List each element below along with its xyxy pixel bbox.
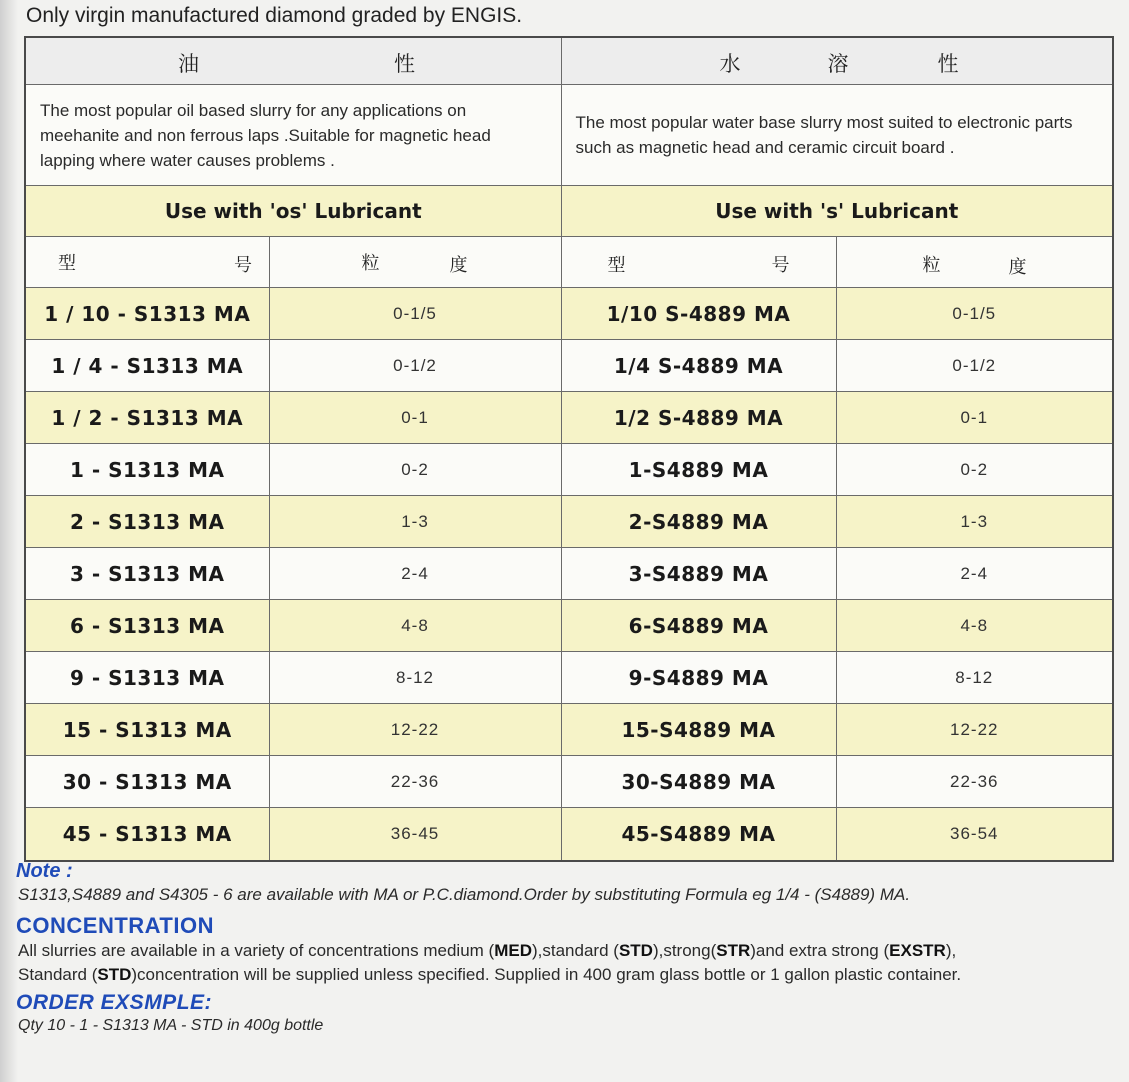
oil-header-char-2: 性 [394,52,415,76]
water-header-char-2: 溶 [827,52,849,76]
water-model-cell: 30-S4889 MA [561,756,836,808]
table-row [25,392,1113,444]
water-grit-cell: 22-36 [836,756,1113,808]
water-model-char-1: 型 [607,255,626,276]
table-row [25,808,1113,861]
oil-header-char-1: 油 [178,52,199,76]
oil-grit-cell: 0-2 [269,444,561,496]
oil-model-cell: 1 / 4 - S1313 MA [25,340,269,392]
table-row [25,444,1113,496]
table-row [25,548,1113,600]
oil-grit-char-2: 度 [449,255,468,276]
oil-model-column-header [25,237,269,288]
water-grit-char-2: 度 [1008,257,1027,278]
concentration-title: CONCENTRATION [16,913,214,938]
water-model-cell: 45-S4889 MA [561,808,836,861]
oil-grit-cell: 0-1/5 [269,288,561,340]
oil-grit-cell: 22-36 [269,756,561,808]
oil-grit-cell: 0-1 [269,392,561,444]
oil-grit-cell: 12-22 [269,704,561,756]
table-row [25,288,1113,340]
oil-grit-char-1: 粒 [361,253,380,274]
oil-model-cell: 6 - S1313 MA [25,600,269,652]
water-grit-column-header [836,237,1113,288]
water-model-cell: 3-S4889 MA [561,548,836,600]
water-grit-cell: 36-54 [836,808,1113,861]
water-model-cell: 15-S4889 MA [561,704,836,756]
oil-grit-cell: 36-45 [269,808,561,861]
water-grit-cell: 0-1/5 [836,288,1113,340]
water-header [561,37,1113,85]
slurry-table [24,36,1114,862]
intro-text: Only virgin manufactured diamond graded by ENGIS. [26,4,523,27]
oil-grit-cell: 8-12 [269,652,561,704]
water-header-char-1: 水 [719,52,741,76]
water-lubricant-label: Use with 's' Lubricant [561,186,1113,237]
table-row [25,340,1113,392]
water-grit-cell: 12-22 [836,704,1113,756]
water-model-cell: 9-S4889 MA [561,652,836,704]
concentration-line-2: Standard (STD)concentration will be supplied unless specified. Supplied in 400 gram glass bottle or 1 gallon plastic container. [18,965,962,984]
water-grit-cell: 2-4 [836,548,1113,600]
oil-lubricant-label: Use with 'os' Lubricant [25,186,561,237]
oil-model-cell: 2 - S1313 MA [25,496,269,548]
water-grit-char-1: 粒 [922,255,941,276]
water-grit-cell: 0-2 [836,444,1113,496]
water-header-char-3: 性 [937,52,959,76]
oil-model-cell: 30 - S1313 MA [25,756,269,808]
table-row [25,496,1113,548]
water-model-cell: 6-S4889 MA [561,600,836,652]
table-row [25,756,1113,808]
oil-header [25,37,561,85]
oil-model-cell: 45 - S1313 MA [25,808,269,861]
note-body: S1313,S4889 and S4305 - 6 are available with MA or P.C.diamond.Order by substituting Formula eg 1/4 - (S4889) MA. [18,885,911,904]
concentration-line-1: All slurries are available in a variety of concentrations medium (MED),standard (STD),strong(STR)and extra strong (EXSTR), [18,941,957,960]
water-model-cell: 1/2 S-4889 MA [561,392,836,444]
oil-grit-cell: 4-8 [269,600,561,652]
oil-grit-cell: 0-1/2 [269,340,561,392]
notes-section [16,860,1116,1035]
order-example-body: Qty 10 - 1 - S1313 MA - STD in 400g bottle [18,1017,324,1034]
water-model-char-2: 号 [771,255,790,276]
oil-grit-cell: 1-3 [269,496,561,548]
table-row [25,652,1113,704]
oil-model-cell: 1 / 10 - S1313 MA [25,288,269,340]
oil-model-cell: 1 / 2 - S1313 MA [25,392,269,444]
water-model-cell: 1/10 S-4889 MA [561,288,836,340]
oil-model-cell: 3 - S1313 MA [25,548,269,600]
water-grit-cell: 1-3 [836,496,1113,548]
water-grit-cell: 0-1 [836,392,1113,444]
oil-model-cell: 9 - S1313 MA [25,652,269,704]
oil-model-cell: 15 - S1313 MA [25,704,269,756]
water-grit-cell: 0-1/2 [836,340,1113,392]
oil-description: The most popular oil based slurry for any applications on meehanite and non ferrous laps .Suitable for magnetic head lapping where water causes problems . [25,85,561,186]
note-title: Note : [16,860,73,882]
order-example-title: ORDER EXSMPLE: [16,991,213,1014]
table-row [25,600,1113,652]
oil-model-char-1: 型 [58,253,76,274]
water-grit-cell: 4-8 [836,600,1113,652]
water-model-column-header [561,237,836,288]
oil-model-char-2: 号 [234,255,252,276]
water-model-cell: 1-S4889 MA [561,444,836,496]
water-grit-cell: 8-12 [836,652,1113,704]
water-model-cell: 2-S4889 MA [561,496,836,548]
table-row [25,704,1113,756]
water-model-cell: 1/4 S-4889 MA [561,340,836,392]
oil-model-cell: 1 - S1313 MA [25,444,269,496]
water-description: The most popular water base slurry most suited to electronic parts such as magnetic head and ceramic circuit board . [561,85,1113,186]
oil-grit-column-header [269,237,561,288]
oil-grit-cell: 2-4 [269,548,561,600]
